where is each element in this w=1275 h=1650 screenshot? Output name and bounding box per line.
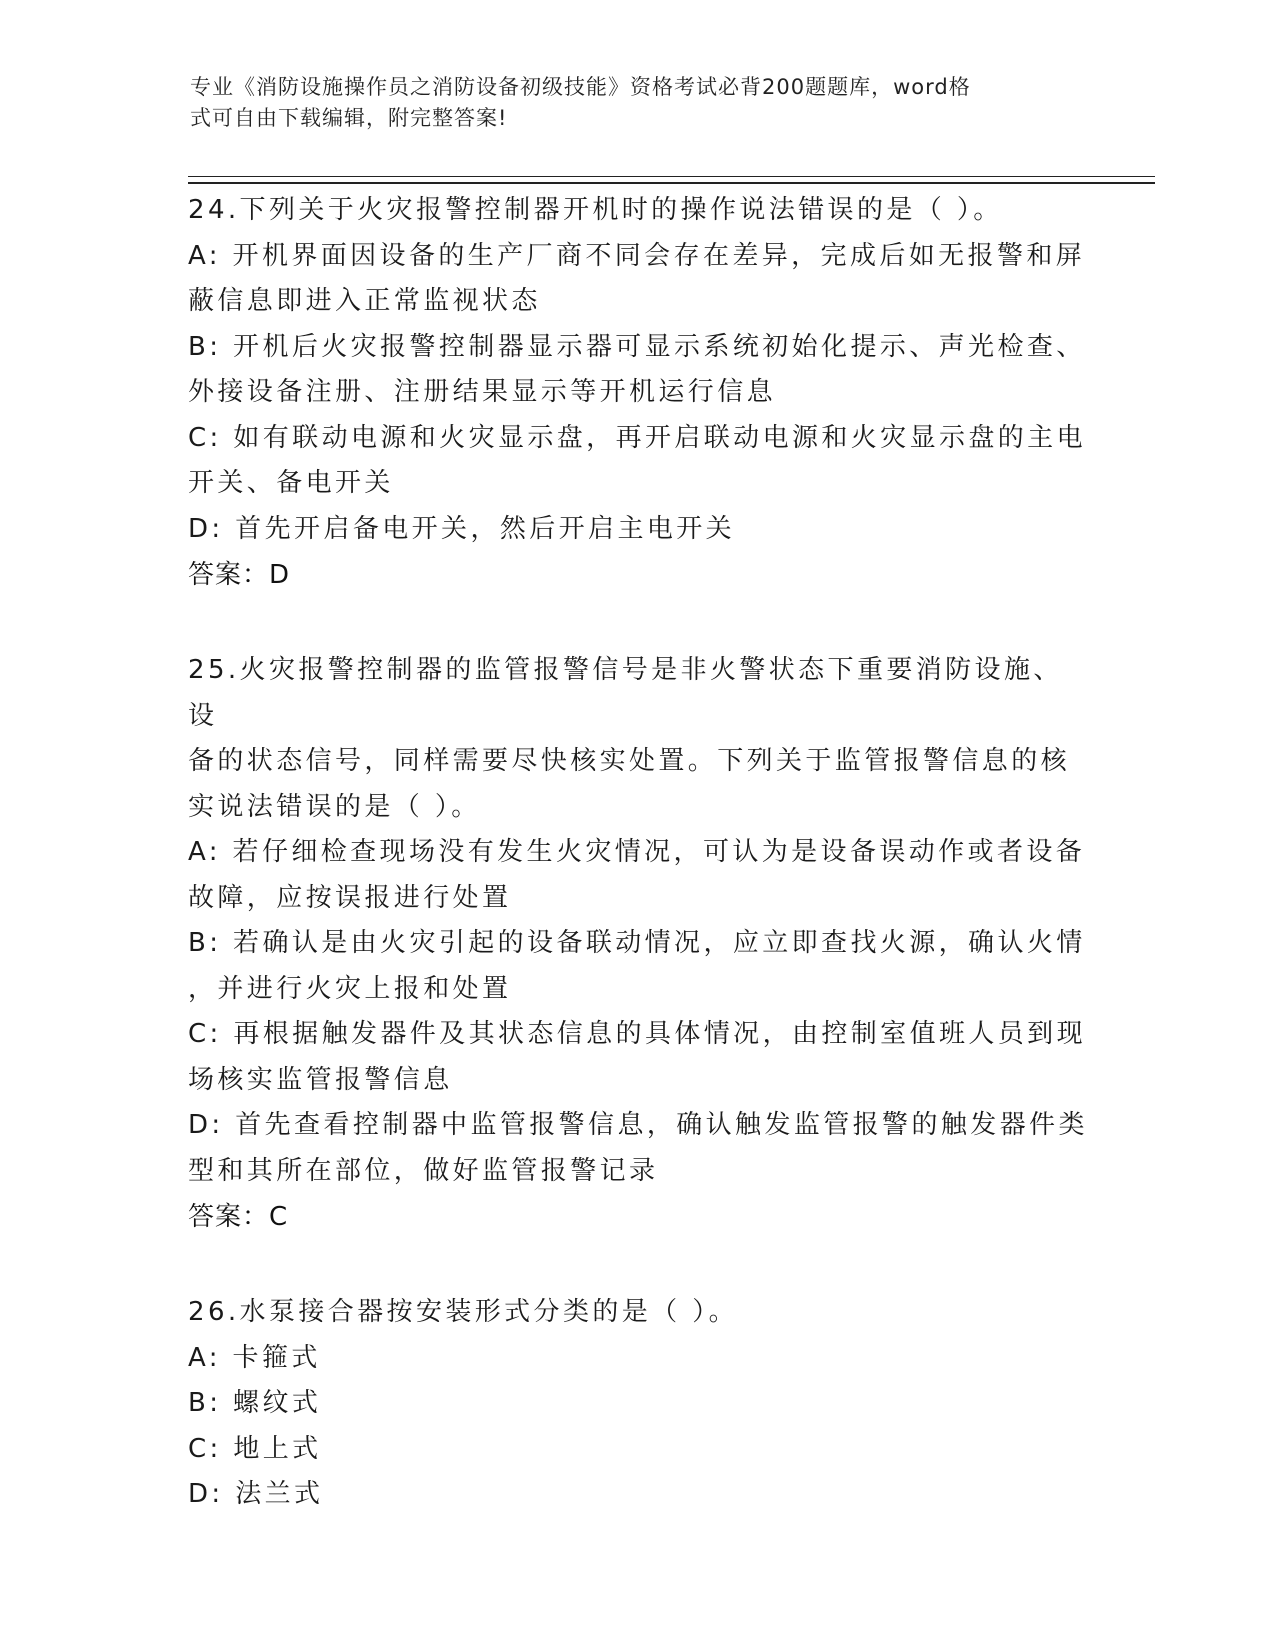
question-24 xyxy=(188,188,1088,598)
option-c-continued: 场核实监管报警信息 xyxy=(188,1064,453,1095)
option-b: B: 螺纹式 xyxy=(188,1388,322,1418)
header-divider-thick xyxy=(188,182,1155,184)
question-stem: 26.水泵接合器按安装形式分类的是（ ）。 xyxy=(188,1297,739,1327)
answer-label: 答案：D xyxy=(188,560,291,590)
option-c-continued: 开关、备电开关 xyxy=(188,468,394,498)
option-d: D: 首先查看控制器中监管报警信息，确认触发监管报警的触发器件类 xyxy=(188,1110,1088,1140)
option-a: A: 卡箍式 xyxy=(188,1342,321,1373)
option-a-continued: 蔽信息即进入正常监视状态 xyxy=(188,286,541,316)
question-26 xyxy=(188,1290,1088,1518)
option-c: C: 地上式 xyxy=(188,1433,322,1464)
option-d: D: 首先开启备电开关，然后开启主电开关 xyxy=(188,513,736,544)
header-divider-thin xyxy=(188,176,1155,177)
question-stem-continued: 实说法错误的是（ ）。 xyxy=(188,791,481,822)
question-stem: 24.下列关于火灾报警控制器开机时的操作说法错误的是（ ）。 xyxy=(188,195,1003,225)
option-b: B: 若确认是由火灾引起的设备联动情况，应立即查找火源，确认火情 xyxy=(188,928,1086,958)
option-c: C: 再根据触发器件及其状态信息的具体情况，由控制室值班人员到现 xyxy=(188,1019,1086,1049)
answer-label: 答案：C xyxy=(188,1202,289,1232)
question-25 xyxy=(188,648,1088,1240)
header-line-2: 式可自由下载编辑，附完整答案! xyxy=(190,106,508,130)
option-b: B: 开机后火灾报警控制器显示器可显示系统初始化提示、声光检查、 xyxy=(188,331,1086,362)
questions-list xyxy=(188,188,1088,1568)
header-line-1: 专业《消防设施操作员之消防设备初级技能》资格考试必背200题题库，word格 xyxy=(190,75,971,99)
option-a: A: 开机界面因设备的生产厂商不同会存在差异，完成后如无报警和屏 xyxy=(188,240,1086,271)
option-a-continued: 故障，应按误报进行处置 xyxy=(188,882,512,913)
option-c: C: 如有联动电源和火灾显示盘，再开启联动电源和火灾显示盘的主电 xyxy=(188,422,1086,453)
question-stem: 25.火灾报警控制器的监管报警信号是非火警状态下重要消防设施、设 xyxy=(188,655,1063,731)
option-b-continued: 外接设备注册、注册结果显示等开机运行信息 xyxy=(188,377,777,407)
option-d-continued: 型和其所在部位，做好监管报警记录 xyxy=(188,1155,659,1186)
option-d: D: 法兰式 xyxy=(188,1479,324,1509)
option-a: A: 若仔细检查现场没有发生火灾情况，可认为是设备误动作或者设备 xyxy=(188,837,1086,867)
option-b-continued: ，并进行火灾上报和处置 xyxy=(188,973,512,1004)
document-header xyxy=(190,72,1070,134)
question-stem-continued: 备的状态信号，同样需要尽快核实处置。下列关于监管报警信息的核 xyxy=(188,746,1071,776)
